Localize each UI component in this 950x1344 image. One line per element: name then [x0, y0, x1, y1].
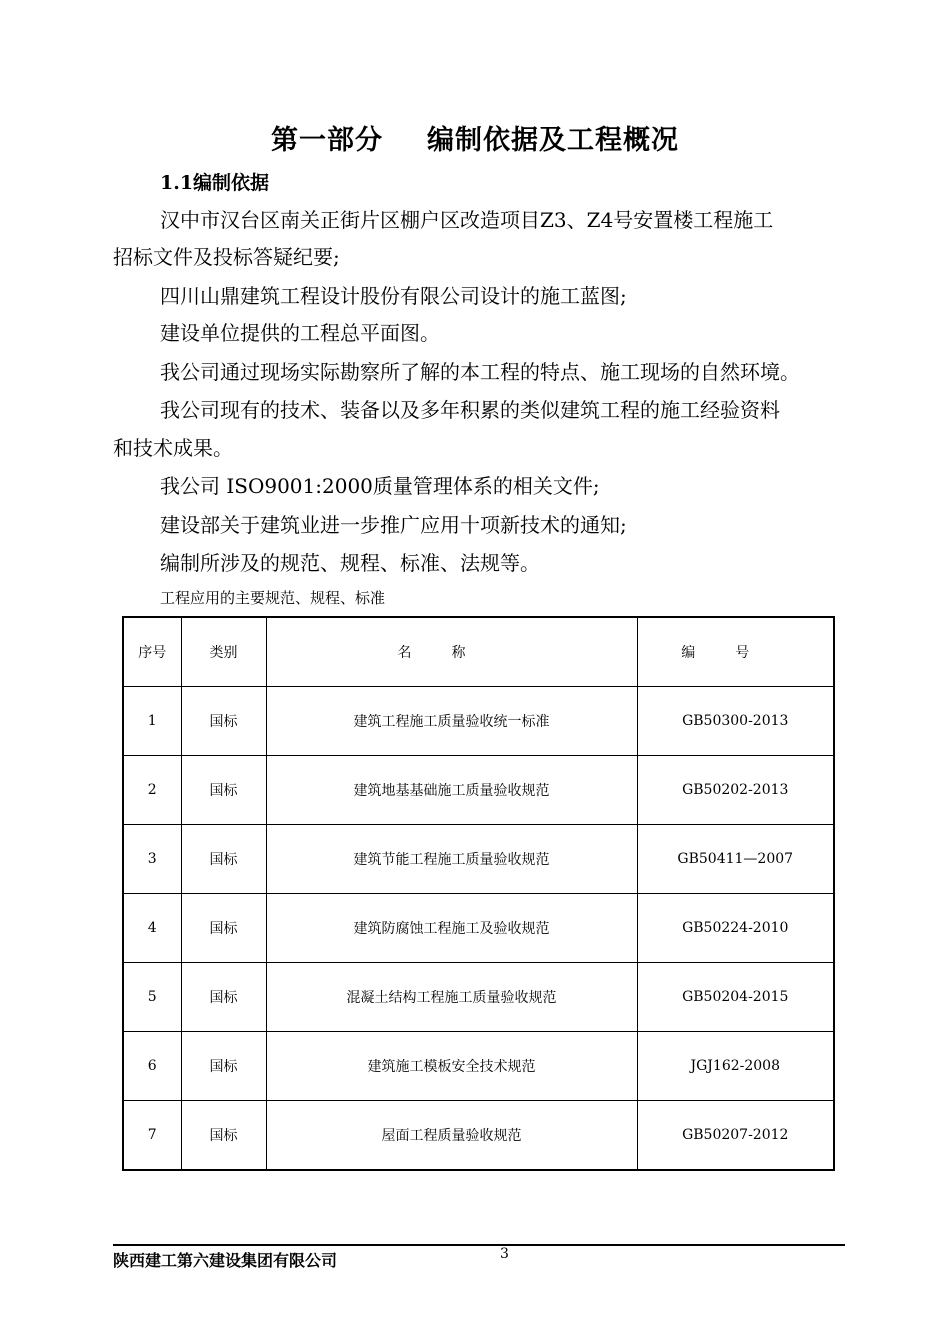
header-code: 编号	[637, 617, 834, 687]
paragraph-line: 我公司通过现场实际勘察所了解的本工程的特点、施工现场的自然环境。	[160, 360, 800, 384]
title-name: 编制依据及工程概况	[427, 125, 679, 156]
table-row	[123, 1032, 834, 1101]
table-row	[123, 825, 834, 894]
title-part: 第一部分	[271, 125, 383, 156]
cell-category: 国标	[181, 825, 266, 894]
cell-index: 4	[123, 894, 181, 963]
paragraph-line: 和技术成果。	[113, 436, 233, 460]
paragraph-line: 招标文件及投标答疑纪要;	[113, 245, 340, 269]
cell-category: 国标	[181, 963, 266, 1032]
header-name: 名称	[266, 617, 637, 687]
cell-category: 国标	[181, 687, 266, 756]
cell-name: 混凝土结构工程施工质量验收规范	[266, 963, 637, 1032]
cell-code: GB50204-2015	[637, 963, 834, 1032]
paragraph-line: 四川山鼎建筑工程设计股份有限公司设计的施工蓝图;	[160, 284, 627, 308]
cell-index: 1	[123, 687, 181, 756]
cell-index: 3	[123, 825, 181, 894]
cell-code: GB50300-2013	[637, 687, 834, 756]
table-header-row	[123, 617, 834, 687]
cell-code: GB50202-2013	[637, 756, 834, 825]
cell-name: 屋面工程质量验收规范	[266, 1101, 637, 1171]
footer-divider	[113, 1244, 845, 1246]
table-caption: 工程应用的主要规范、规程、标准	[160, 589, 386, 607]
standards-table	[122, 616, 835, 1171]
paragraph-line: 建设单位提供的工程总平面图。	[160, 321, 440, 345]
section-heading: 1.1编制依据	[160, 172, 270, 194]
cell-name: 建筑节能工程施工质量验收规范	[266, 825, 637, 894]
cell-name: 建筑地基基础施工质量验收规范	[266, 756, 637, 825]
table-row	[123, 1101, 834, 1171]
cell-category: 国标	[181, 756, 266, 825]
cell-index: 6	[123, 1032, 181, 1101]
cell-name: 建筑施工模板安全技术规范	[266, 1032, 637, 1101]
cell-code: JGJ162-2008	[637, 1032, 834, 1101]
header-index: 序号	[123, 617, 181, 687]
cell-name: 建筑工程施工质量验收统一标准	[266, 687, 637, 756]
paragraph-line: 汉中市汉台区南关正街片区棚户区改造项目Z3、Z4号安置楼工程施工	[160, 208, 774, 232]
cell-name: 建筑防腐蚀工程施工及验收规范	[266, 894, 637, 963]
page-title	[0, 118, 950, 157]
table-row	[123, 756, 834, 825]
cell-category: 国标	[181, 1032, 266, 1101]
table-row	[123, 894, 834, 963]
table-row	[123, 687, 834, 756]
cell-category: 国标	[181, 1101, 266, 1171]
paragraph-line: 编制所涉及的规范、规程、标准、法规等。	[160, 551, 540, 575]
cell-code: GB50207-2012	[637, 1101, 834, 1171]
paragraph-line: 建设部关于建筑业进一步推广应用十项新技术的通知;	[160, 513, 627, 537]
paragraph-line: 我公司 ISO9001:2000质量管理体系的相关文件;	[160, 474, 600, 498]
paragraph-line: 我公司现有的技术、装备以及多年积累的类似建筑工程的施工经验资料	[160, 398, 780, 422]
cell-code: GB50224-2010	[637, 894, 834, 963]
cell-category: 国标	[181, 894, 266, 963]
page-number: 3	[500, 1246, 509, 1262]
cell-index: 7	[123, 1101, 181, 1171]
table-row	[123, 963, 834, 1032]
header-category: 类别	[181, 617, 266, 687]
cell-code: GB50411—2007	[637, 825, 834, 894]
footer-company: 陕西建工第六建设集团有限公司	[113, 1251, 338, 1270]
cell-index: 5	[123, 963, 181, 1032]
cell-index: 2	[123, 756, 181, 825]
